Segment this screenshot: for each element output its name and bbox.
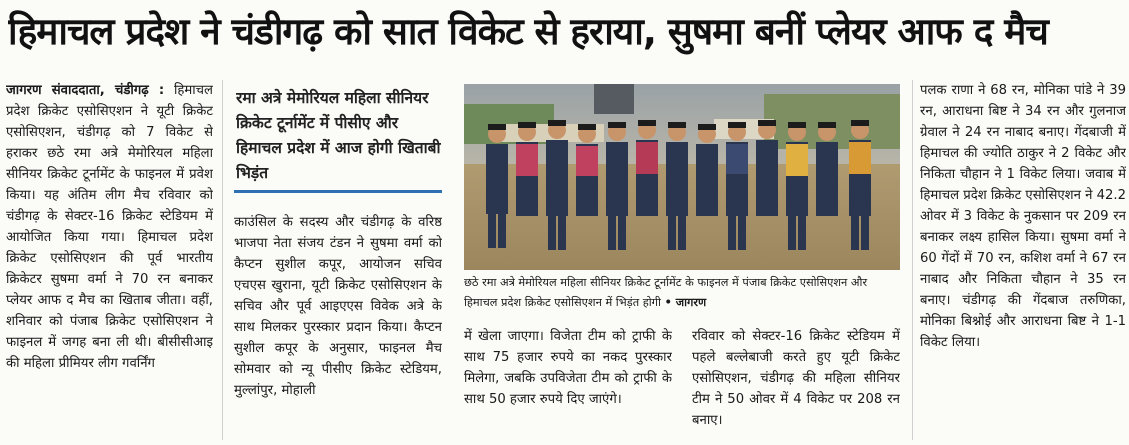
- column-1-text: हिमाचल प्रदेश क्रिकेट एसोसिएशन ने यूटी क्रिकेट एसोसिएशन, चंडीगढ़ को 7 विकेट से हराकर छठे रमा अत्रे मेमोरियल महिला सीनियर क्रिकेट टूर्नामेंट के फाइनल में प्रवेश किया। यह अंतिम लीग मैच रविवार को चंडीगढ़ के सेक्टर-16 क्रिकेट स्टेडियम में आयोजित किया गया। हिमाचल प्रदेश क्रिकेट एसोसिएशन की पूर्व भारतीय क्रिकेटर सुषमा वर्मा ने 70 रन बनाकर प्लेयर आफ द मैच का खिताब जीता। वहीं, शनिवार को पंजाब क्रिकेट एसोसिएशन ने फाइनल में जगह बना ली थी। बीसीसीआइ की महिला प्रीमियर लीग गवर्निंग: [6, 83, 213, 371]
- subheading-rule: [234, 190, 442, 193]
- column-3-text: में खेला जाएगा। विजेता टीम को ट्राफी के साथ 75 हजार रुपये का नकद पुरस्कार मिलेगा, जबकि उपविजेता टीम को ट्राफी के साथ 50 हजार रुपये दिए जाएंगे।: [464, 329, 672, 407]
- column-4-text: रविवार को सेक्टर-16 क्रिकेट स्टेडियम में पहले बल्लेबाजी करते हुए यूटी क्रिकेट एसोसिएशन, चंडीगढ़ की महिला सीनियर टीम ने 50 ओवर में 4 विकेट पर 208 रन बनाए।: [692, 329, 900, 428]
- subheading: रमा अत्रे मेमोरियल महिला सीनियर क्रिकेट टूर्नामेंट में पीसीए और हिमाचल प्रदेश में आज होगी खिताबी भिड़ंत: [236, 89, 441, 182]
- photo-credit: • जागरण: [664, 296, 707, 309]
- column-2-text: काउंसिल के सदस्य और चंडीगढ़ के वरिष्ठ भाजपा नेता संजय टंडन ने सुषमा वर्मा को कैप्टन सुशील कपूर, आयोजन सचिव एचएस खुराना, यूटी क्रिकेट एसोसिएशन के सचिव और पूर्व आइएएस विवेक अत्रे के साथ मिलकर पुरस्कार प्रदान किया। कैप्टन सुशील कपूर के अनुसार, फाइनल मैच सोमवार को न्यू पीसीए क्रिकेट स्टेडियम, मुल्लांपुर, मोहाली: [234, 215, 442, 398]
- column-5-text: पलक राणा ने 68 रन, मोनिका पांडे ने 39 रन, आराधना बिष्ट ने 34 रन और गुलनाज ग्रेवाल ने 24 रन नाबाद बनाए। गेंदबाजी में हिमाचल की ज्योति ठाकुर ने 2 विकेट और निकिता चौहान ने 1 विकेट लिया। जवाब में हिमाचल प्रदेश क्रिकेट एसोसिएशन ने 42.2 ओवर में 3 विकेट के नुकसान पर 209 रन बनाकर लक्ष्य हासिल किया। सुषमा वर्मा ने 60 गेंदों में 70 रन, कशिश वर्मा ने 67 रन नाबाद और निकिता चौहान ने 35 रन बनाए। चंडीगढ़ की गेंदबाज तरुणिका, मोनिका बिश्नोई और आराधना बिष्ट ने 1-1 विकेट लिया।: [920, 83, 1126, 350]
- team-photo: [464, 84, 900, 270]
- column-1: [6, 80, 213, 442]
- column-divider: [912, 80, 913, 440]
- caption-text: छठे रमा अत्रे मेमोरियल महिला सीनियर क्रिकेट टूर्नामेंट के फाइनल में पंजाब क्रिकेट एसोसिएशन और हिमाचल प्रदेश क्रिकेट एसोसिएशन में भिड़ंत होगी: [464, 276, 868, 309]
- column-divider: [222, 80, 223, 440]
- byline: जागरण संवाददाता, चंडीगढ़ :: [6, 83, 165, 98]
- headline: हिमाचल प्रदेश ने चंडीगढ़ को सात विकेट से हराया, सुषमा बनीं प्लेयर आफ द मैच: [8, 10, 1048, 53]
- photo-caption: [464, 273, 902, 315]
